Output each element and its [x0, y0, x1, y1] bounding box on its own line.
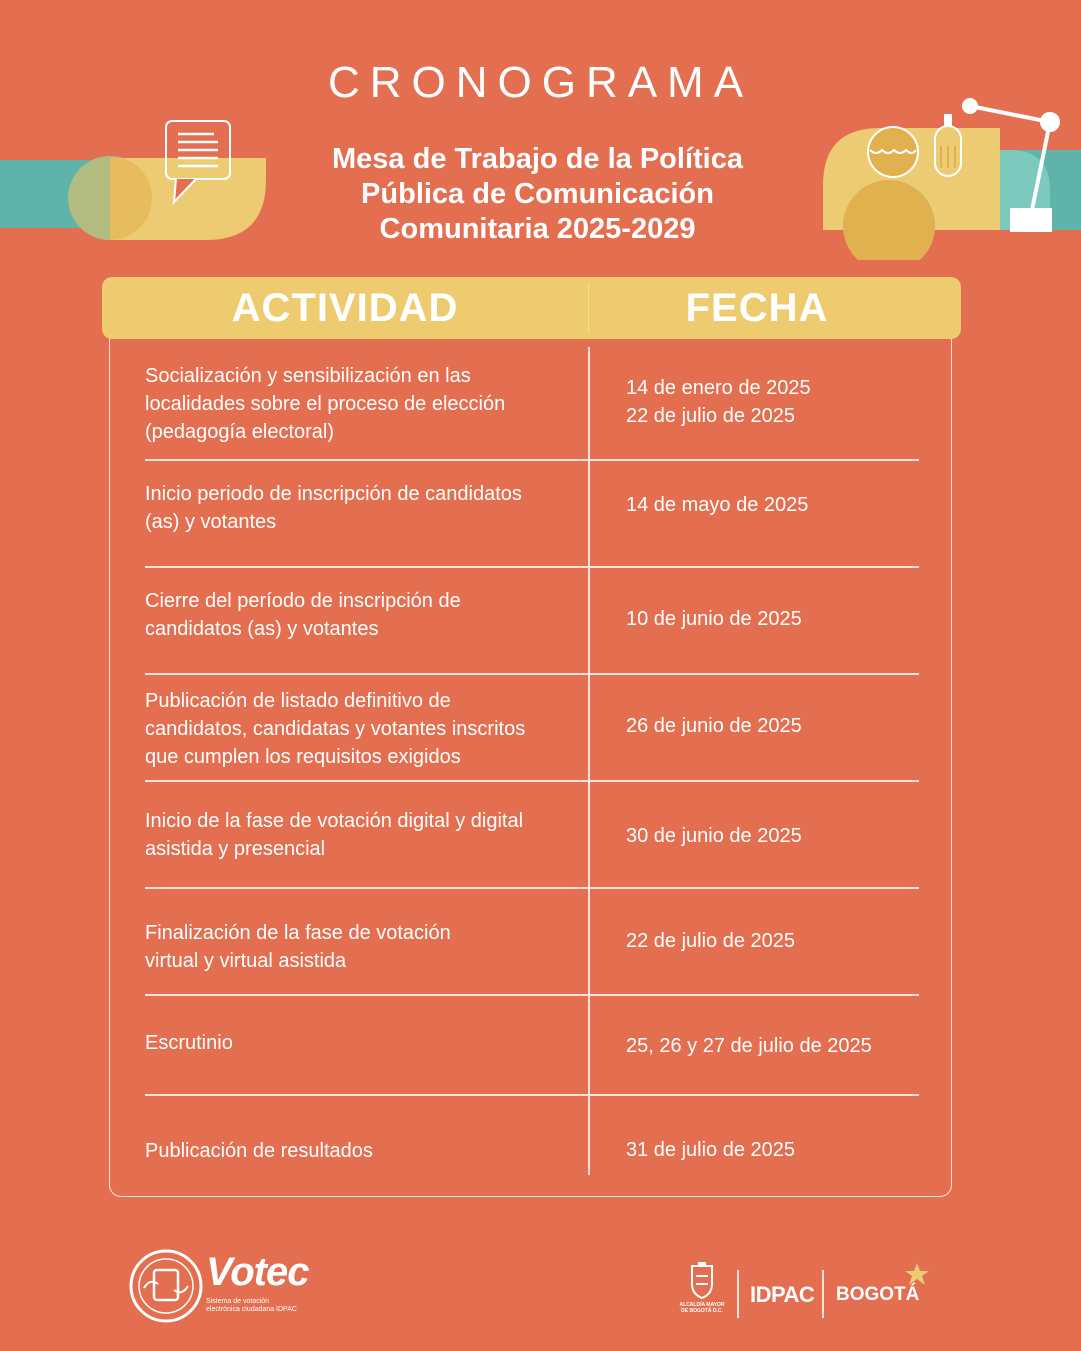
logo-separator — [822, 1270, 824, 1318]
date-cell — [626, 491, 916, 519]
votec-tagline — [206, 1298, 336, 1314]
row-divider — [145, 1094, 919, 1096]
activity-cell — [145, 480, 565, 536]
activity-line: Cierre del período de inscripción de — [145, 590, 461, 612]
date-line: 10 de junio de 2025 — [626, 608, 802, 630]
date-line: 25, 26 y 27 de julio de 2025 — [626, 1035, 872, 1057]
activity-cell — [145, 362, 565, 446]
date-cell — [626, 822, 916, 850]
date-line: 14 de mayo de 2025 — [626, 494, 809, 516]
activity-line: candidatos, candidatas y votantes inscritos — [145, 718, 526, 740]
page-subtitle — [270, 142, 805, 247]
header-fecha: FECHA — [685, 286, 829, 330]
bogota-logo: BOGOTÁ — [836, 1284, 920, 1305]
activity-line: Finalización de la fase de votación — [145, 922, 451, 944]
date-line: 30 de junio de 2025 — [626, 825, 802, 847]
row-divider — [145, 566, 919, 568]
votec-wordmark: Votec — [206, 1250, 309, 1294]
activity-cell — [145, 687, 565, 771]
institutional-logos — [674, 1262, 954, 1324]
alcaldia-line: DE BOGOTÁ D.C. — [681, 1308, 723, 1314]
row-divider — [145, 459, 919, 461]
microphone-icon — [935, 114, 961, 176]
column-divider — [588, 347, 590, 1175]
votec-tagline-line: electrónica ciudadana IDPAC — [206, 1306, 297, 1313]
activity-cell — [145, 807, 565, 863]
date-line: 22 de julio de 2025 — [626, 405, 796, 427]
votec-logo — [128, 1248, 328, 1324]
activity-line: Socialización y sensibilización en las — [145, 365, 471, 387]
activity-cell — [145, 1029, 565, 1057]
subtitle-line: Mesa de Trabajo de la Política — [332, 143, 743, 175]
date-cell — [626, 1136, 916, 1164]
coat-of-arms-icon — [674, 1262, 730, 1302]
date-line: 26 de junio de 2025 — [626, 715, 802, 737]
date-line: 31 de julio de 2025 — [626, 1139, 796, 1161]
activity-line: Inicio periodo de inscripción de candidatos — [145, 483, 522, 505]
votec-emblem-icon — [128, 1248, 204, 1324]
page-title: CRONOGRAMA — [327, 58, 754, 107]
date-cell — [626, 374, 916, 430]
date-cell — [626, 712, 916, 740]
activity-line: (pedagogía electoral) — [145, 421, 335, 443]
activity-cell — [145, 587, 565, 643]
table-header — [102, 277, 961, 339]
row-divider — [145, 994, 919, 996]
date-line: 22 de julio de 2025 — [626, 930, 796, 952]
activity-line: localidades sobre el proceso de elección — [145, 393, 506, 415]
activity-cell — [145, 1137, 565, 1165]
activity-line: virtual y virtual asistida — [145, 950, 347, 972]
date-line: 14 de enero de 2025 — [626, 377, 811, 399]
row-divider — [145, 780, 919, 782]
subtitle-line: Pública de Comunicación — [361, 178, 714, 210]
votec-tagline-line: Sistema de votación — [206, 1298, 270, 1305]
row-divider — [145, 887, 919, 889]
activity-line: que cumplen los requisitos exigidos — [145, 746, 461, 768]
activity-line: Publicación de resultados — [145, 1140, 373, 1162]
logo-separator — [737, 1270, 739, 1318]
activity-line: Publicación de listado definitivo de — [145, 690, 451, 712]
date-cell — [626, 1032, 916, 1060]
activity-cell — [145, 919, 565, 975]
subtitle-line: Comunitaria 2025-2029 — [379, 213, 696, 245]
activity-line: candidatos (as) y votantes — [145, 618, 379, 640]
activity-line: (as) y votantes — [145, 511, 277, 533]
idpac-logo: IDPAC — [750, 1282, 815, 1307]
activity-line: asistida y presencial — [145, 838, 326, 860]
date-cell — [626, 927, 916, 955]
star-icon — [902, 1262, 932, 1288]
activity-line: Escrutinio — [145, 1032, 233, 1054]
header-actividad: ACTIVIDAD — [231, 286, 459, 330]
date-cell — [626, 605, 916, 633]
row-divider — [145, 673, 919, 675]
activity-line: Inicio de la fase de votación digital y digital — [145, 810, 524, 832]
alcaldia-label — [674, 1302, 730, 1314]
alcaldia-line: ALCALDÍA MAYOR — [679, 1302, 725, 1308]
